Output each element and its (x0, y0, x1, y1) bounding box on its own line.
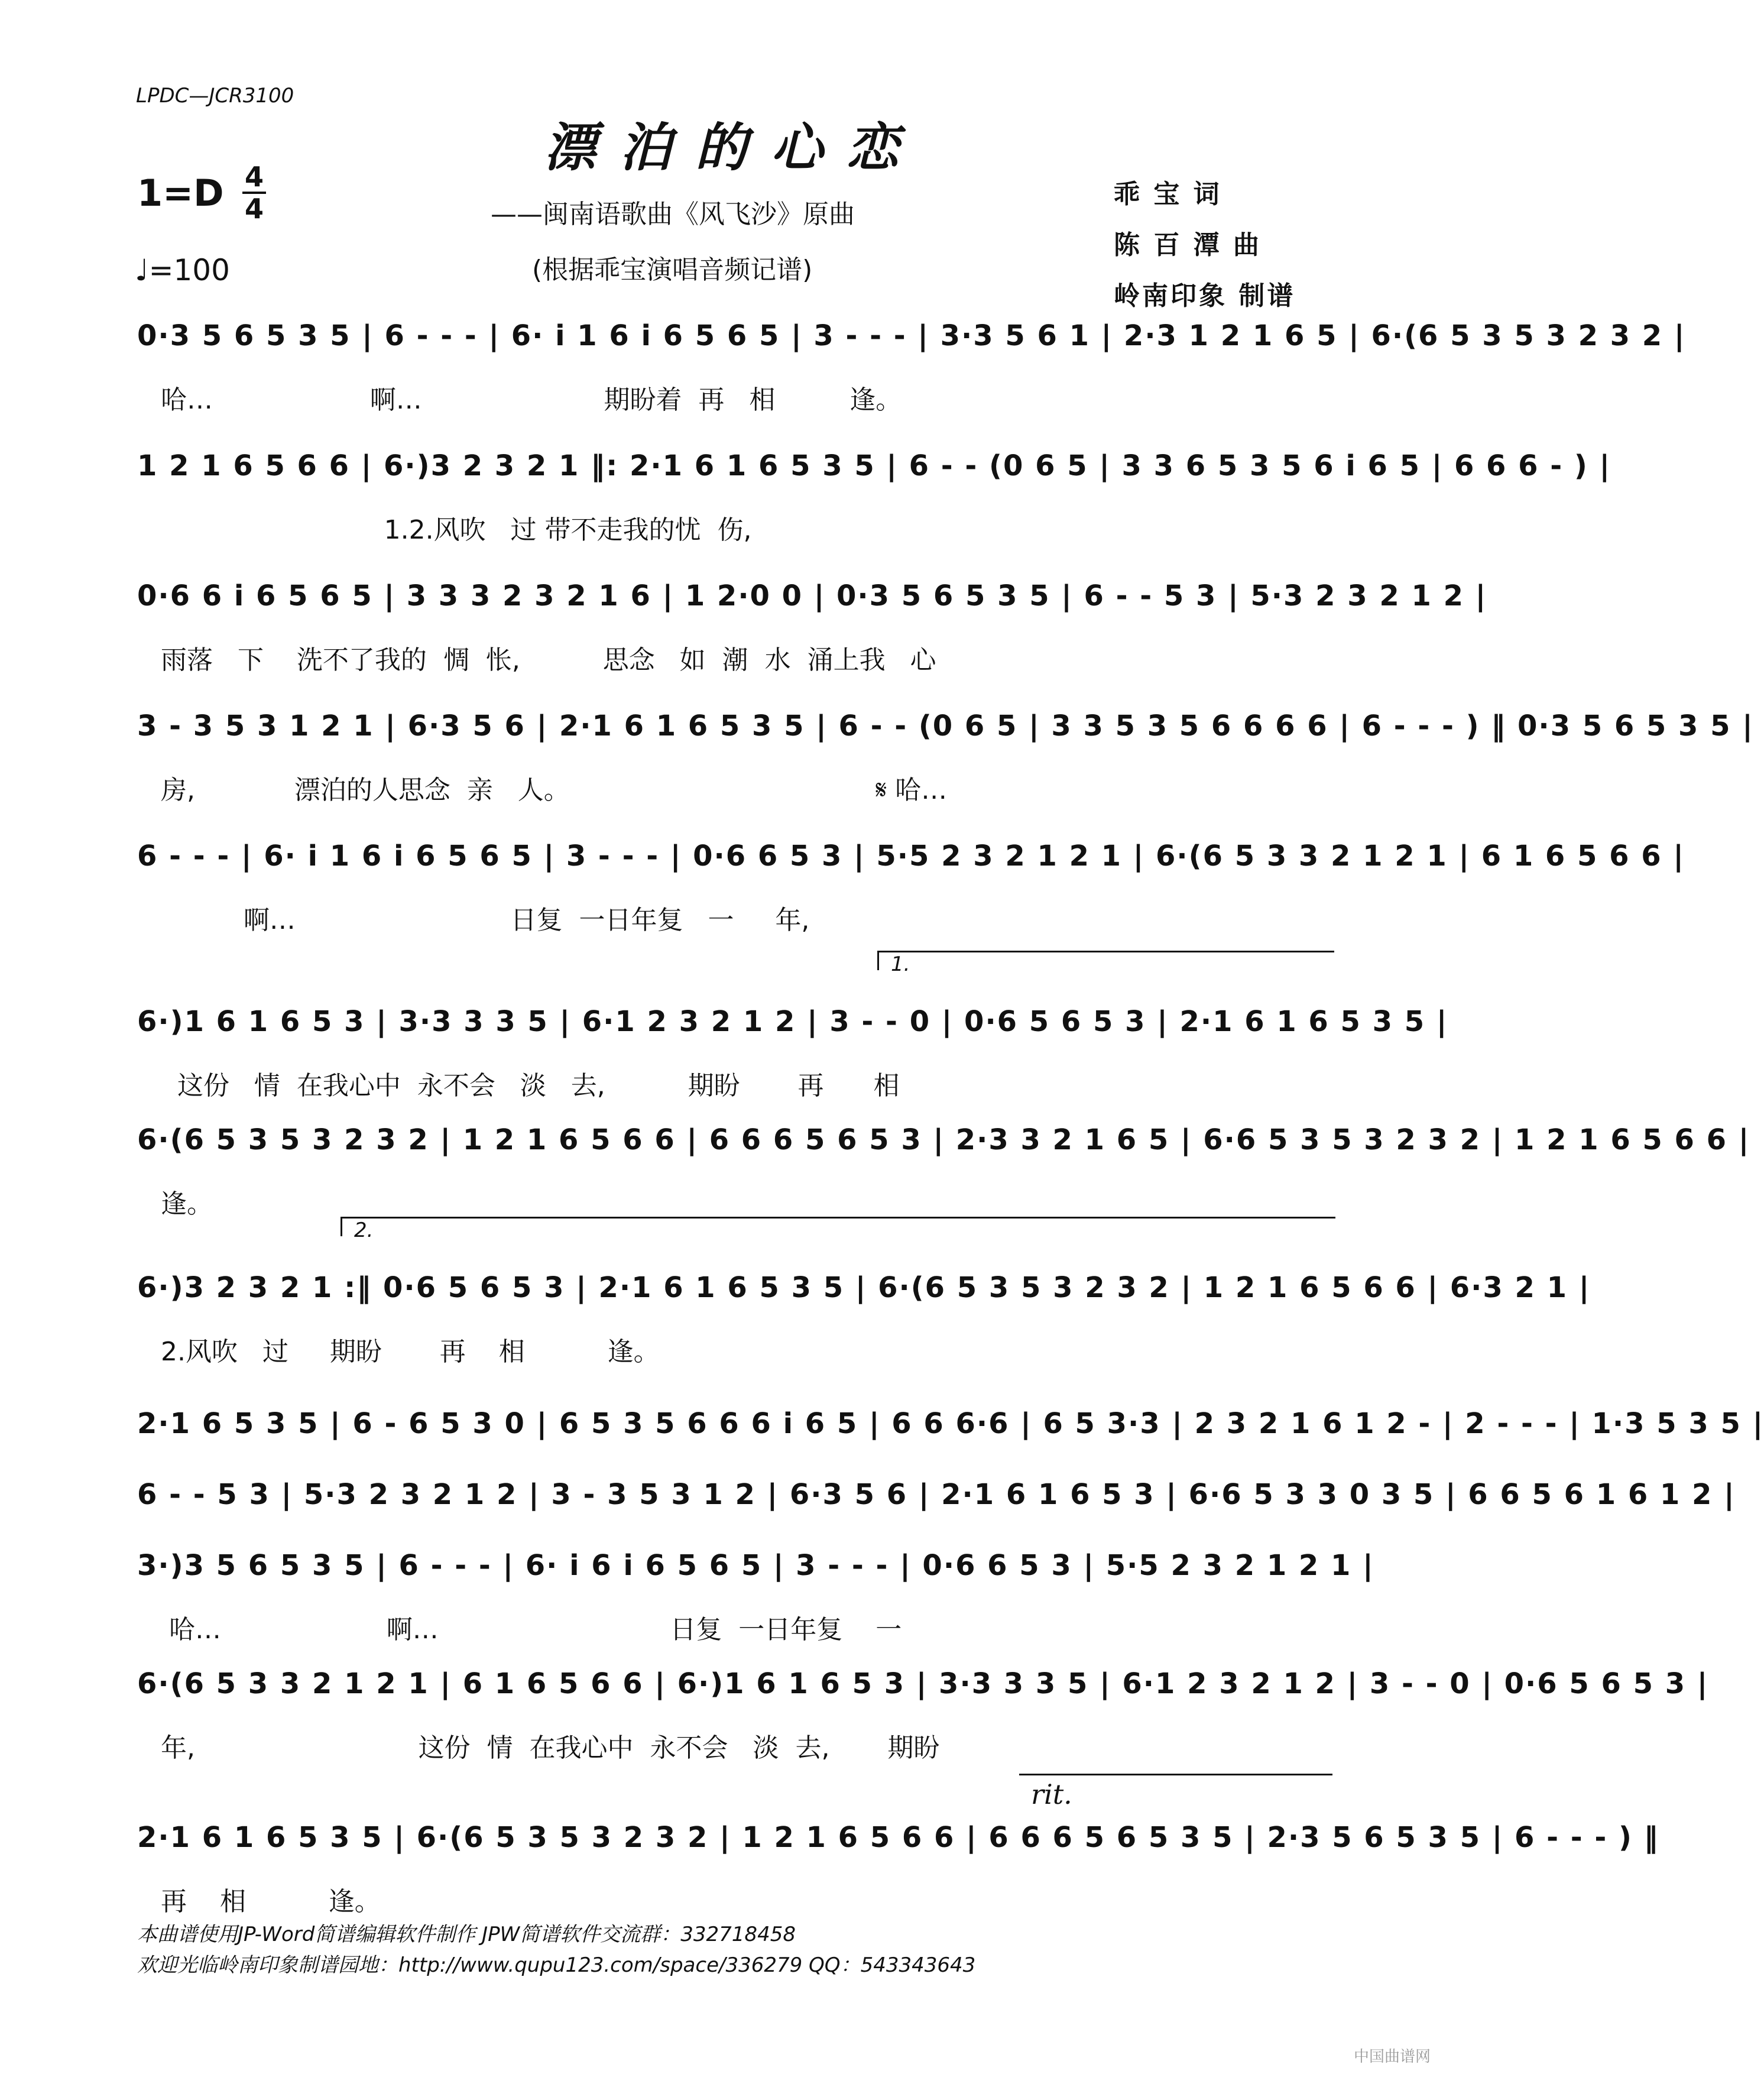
notation-line: 1 2 1 6 5 6 6 | 6·)3 2 3 2 1 ‖: 2·1 6 1 6 5 3 5 | 6 - - (0 6 5 | 3 3 6 5 3 5 6 i 6 5 | 6 6 6 - ) | (137, 449, 1611, 482)
lyric-line: 哈… 啊… 日复 一日年复 一 (161, 1615, 902, 1645)
notation-line: 3·)3 5 6 5 3 5 | 6 - - - | 6· i 6 i 6 5 6 5 | 3 - - - | 0·6 6 5 3 | 5·5 2 3 2 1 2 1 | (137, 1549, 1374, 1582)
lyric-line: 哈… 啊… 期盼着 再 相 逢。 (161, 385, 902, 415)
credits (1114, 169, 1295, 322)
tempo-marking: ♩=100 (135, 253, 230, 287)
lyric-line: 1.2.风吹 过 带不走我的忧 伤, (161, 515, 752, 545)
lyric-line: 这份 情 在我心中 永不会 淡 去, 期盼 再 相 (161, 1071, 900, 1101)
lyric-line: 年, 这份 情 在我心中 永不会 淡 去, 期盼 (161, 1733, 940, 1763)
volta-1: 1. (877, 951, 1334, 970)
notation-line: 2·1 6 1 6 5 3 5 | 6·(6 5 3 5 3 2 3 2 | 1 2 1 6 5 6 6 | 6 6 6 5 6 5 3 5 | 2·3 5 6 5 3 5 | 6 - - - ) ‖ (137, 1821, 1659, 1854)
rit-marking: rit. (1031, 1778, 1072, 1810)
page-title: 漂泊的心恋 (543, 116, 922, 178)
lyric-line: 2.风吹 过 期盼 再 相 逢。 (161, 1337, 660, 1367)
key-signature: 1=D (137, 171, 224, 215)
time-signature (242, 161, 266, 225)
lyric-line: 房, 漂泊的人思念 亲 人。 𝄋 哈… (161, 775, 948, 805)
end-bracket (1019, 1774, 1332, 1793)
notation-line: 6 - - 5 3 | 5·3 2 3 2 1 2 | 3 - 3 5 3 1 2 | 6·3 5 6 | 2·1 6 1 6 5 3 | 6·6 5 3 3 0 3 5 | 6 6 5 6 1 6 1 2 | (137, 1478, 1736, 1511)
footer-line-1: 本曲谱使用JP-Word简谱编辑软件制作 JPW简谱软件交流群：332718458 (137, 1923, 796, 1946)
footer-line-2: 欢迎光临岭南印象制谱园地：http://www.qupu123.com/space/336279 QQ：543343643 (137, 1953, 976, 1977)
notation-line: 6 - - - | 6· i 1 6 i 6 5 6 5 | 3 - - - | 0·6 6 5 3 | 5·5 2 3 2 1 2 1 | 6·(6 5 3 3 2 1 2 1 | 6 1 6 5 6 6 | (137, 840, 1685, 873)
composer: 陈 百 潭 曲 (1114, 230, 1262, 260)
notation-line: 0·3 5 6 5 3 5 | 6 - - - | 6· i 1 6 i 6 5 6 5 | 3 - - - | 3·3 5 6 1 | 2·3 1 2 1 6 5 | 6·(6 5 3 5 3 2 3 2 | (137, 319, 1686, 352)
lyric-line: 逢。 (161, 1189, 213, 1219)
source-note: (根据乖宝演唱音频记谱) (532, 255, 813, 285)
notation-line: 0·6 6 i 6 5 6 5 | 3 3 3 2 3 2 1 6 | 1 2·0 0 | 0·3 5 6 5 3 5 | 6 - - 5 3 | 5·3 2 3 2 1 2 | (137, 579, 1487, 613)
lyric-line: 雨落 下 洗不了我的 惆 怅, 思念 如 潮 水 涌上我 心 (161, 645, 936, 675)
notation-line: 6·)1 6 1 6 5 3 | 3·3 3 3 5 | 6·1 2 3 2 1 2 | 3 - - 0 | 0·6 5 6 5 3 | 2·1 6 1 6 5 3 5 | (137, 1005, 1448, 1038)
lyricist: 乖 宝 词 (1114, 179, 1222, 209)
volta-2: 2. (341, 1217, 1335, 1236)
watermark: 中国曲谱网 (1354, 2048, 1431, 2066)
lyric-line: 再 相 逢。 (161, 1887, 381, 1917)
subtitle: ——闽南语歌曲《风飞沙》原曲 (491, 199, 855, 229)
notation-line: 6·)3 2 3 2 1 :‖ 0·6 5 6 5 3 | 2·1 6 1 6 5 3 5 | 6·(6 5 3 5 3 2 3 2 | 1 2 1 6 5 6 6 | 6·3 2 1 | (137, 1271, 1591, 1304)
arranger: 岭南印象 制谱 (1114, 281, 1296, 311)
notation-line: 6·(6 5 3 5 3 2 3 2 | 1 2 1 6 5 6 6 | 6 6 6 5 6 5 3 | 2·3 3 2 1 6 5 | 6·6 5 3 5 3 2 3 2 | 1 2 1 6 5 6 6 | (137, 1123, 1750, 1156)
time-bottom: 4 (244, 193, 264, 225)
lyric-line: 啊… 日复 一日年复 一 年, (161, 905, 810, 935)
time-top: 4 (244, 161, 264, 193)
notation-line: 3 - 3 5 3 1 2 1 | 6·3 5 6 | 2·1 6 1 6 5 3 5 | 6 - - (0 6 5 | 3 3 5 3 5 6 6 6 6 | 6 - - - ) ‖ 0·3 5 6 5 3 5 | (137, 709, 1754, 743)
notation-line: 6·(6 5 3 3 2 1 2 1 | 6 1 6 5 6 6 | 6·)1 6 1 6 5 3 | 3·3 3 3 5 | 6·1 2 3 2 1 2 | 3 - - 0 | 0·6 5 6 5 3 | (137, 1667, 1709, 1700)
score-code: LPDC—JCR3100 (136, 84, 294, 108)
notation-line: 2·1 6 5 3 5 | 6 - 6 5 3 0 | 6 5 3 5 6 6 6 i 6 5 | 6 6 6·6 | 6 5 3·3 | 2 3 2 1 6 1 2 - | 2 - - - | 1·3 5 3 5 | (137, 1407, 1764, 1440)
